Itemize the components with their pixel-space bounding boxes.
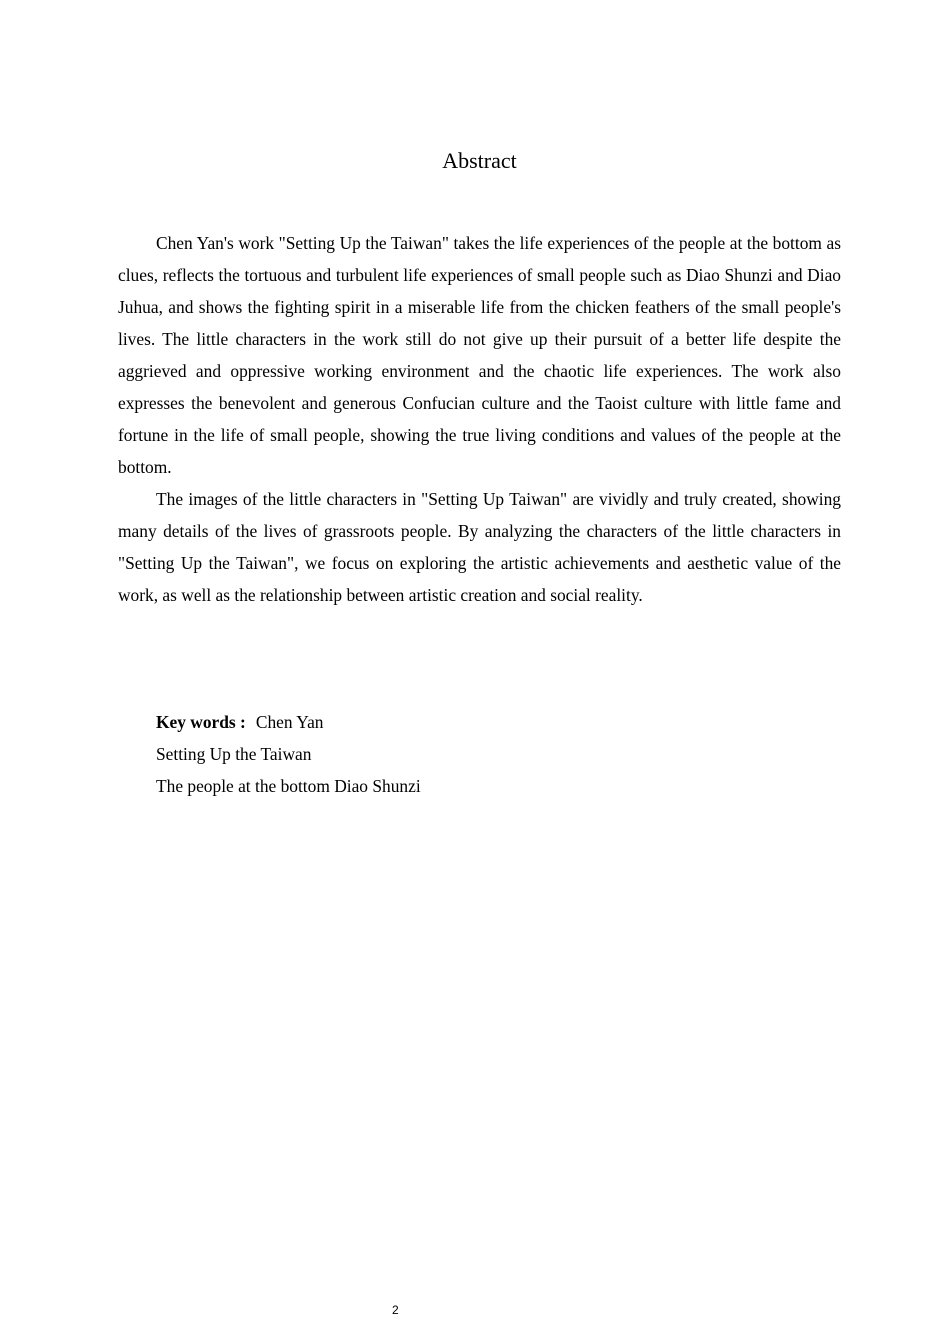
keyword-item: Setting Up the Taiwan (156, 744, 312, 764)
page-number: 2 (392, 1303, 399, 1317)
keywords-line-1 (156, 706, 841, 738)
keyword-item: Chen Yan (255, 712, 324, 732)
abstract-paragraph-2: The images of the little characters in "Setting Up Taiwan" are vividly and truly created, showing many details of the lives of grassroots people. By analyzing the characters of the little characters in "Setting Up the Taiwan", we focus on exploring the artistic achievements and aesthetic value of the work, as well as the relationship between artistic creation and social reality. (118, 489, 841, 605)
keywords-label: Key words : (156, 712, 246, 732)
abstract-title: Abstract (442, 148, 517, 173)
abstract-paragraph-1: Chen Yan's work "Setting Up the Taiwan" takes the life experiences of the people at the bottom as clues, reflects the tortuous and turbulent life experiences of small people such as Diao Shunzi and Diao Juhua, and shows the fighting spirit in a miserable life from the chicken feathers of the small people's lives. The little characters in the work still do not give up their pursuit of a better life despite the aggrieved and oppressive working environment and the chaotic life experiences. The work also expresses the benevolent and generous Confucian culture and the Taoist culture with little fame and fortune in the life of small people, showing the true living conditions and values of the people at the bottom. (118, 233, 841, 477)
keyword-item: The people at the bottom Diao Shunzi (156, 776, 421, 796)
abstract-body (118, 227, 841, 611)
keywords-section (156, 706, 841, 802)
